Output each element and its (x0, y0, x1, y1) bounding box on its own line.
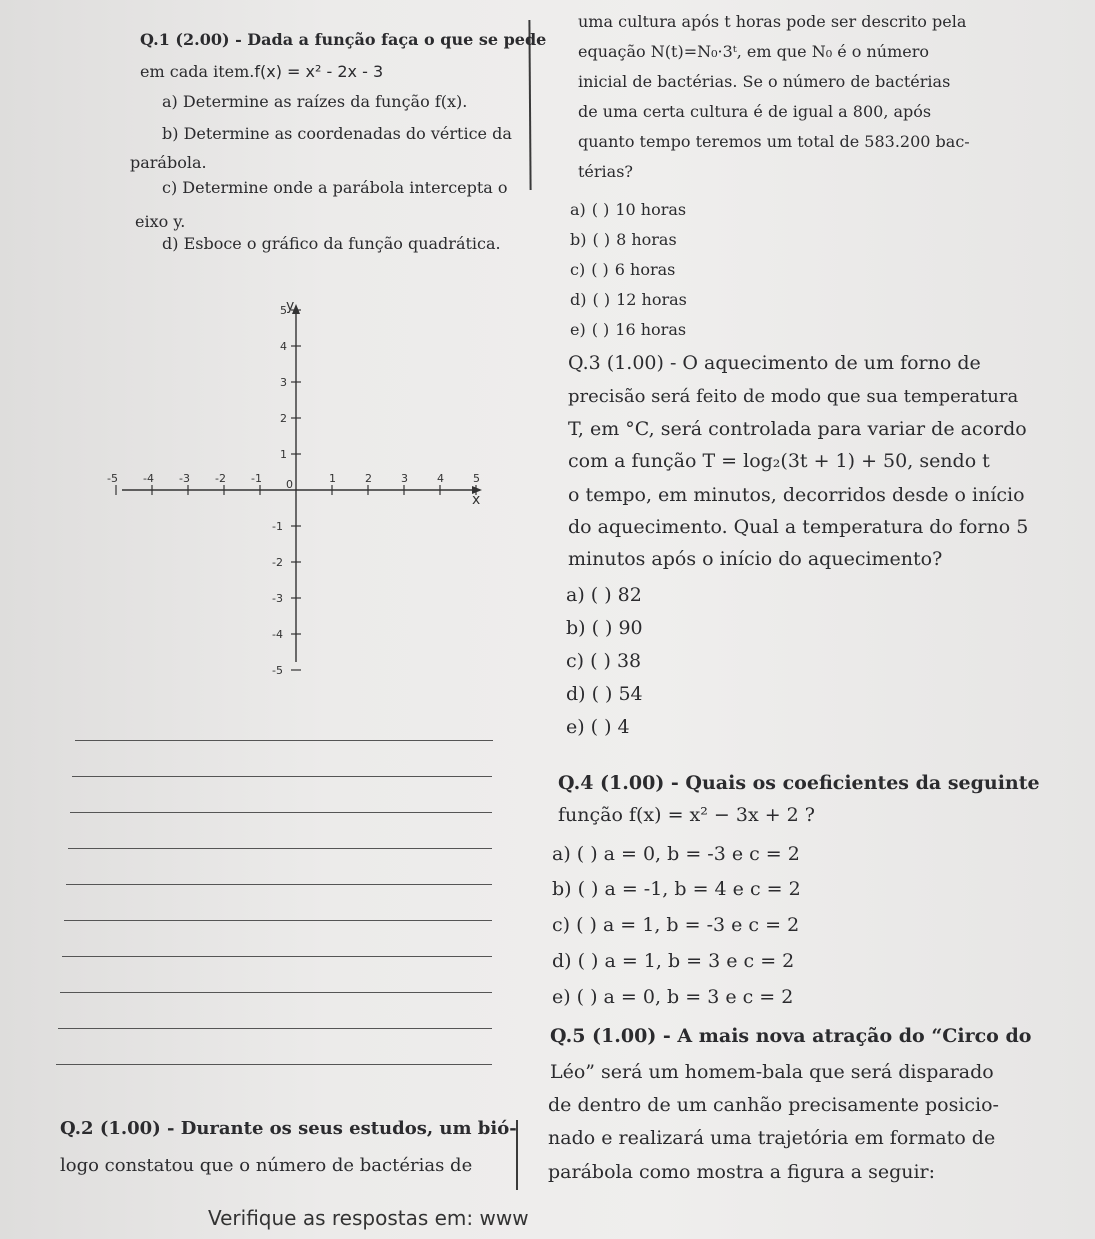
x-tick-label: 4 (437, 472, 444, 485)
y-tick-label: 1 (280, 448, 287, 461)
q2-cont-3: inicial de bactérias. Se o número de bactérias (578, 72, 951, 91)
y-tick-label: -5 (272, 664, 283, 677)
y-tick-label: -3 (272, 592, 283, 605)
q3-option-a[interactable]: a) ( ) 82 (566, 584, 642, 606)
q5-line5: parábola como mostra a figura a seguir: (548, 1161, 936, 1183)
q5-line1: Q.5 (1.00) - A mais nova atração do “Circo do (550, 1025, 1032, 1047)
x-tick-label: -3 (179, 472, 190, 485)
q1-item-d: d) Esboce o gráfico da função quadrática. (162, 234, 501, 253)
answer-line (60, 992, 492, 993)
cartesian-grid (107, 290, 510, 677)
q1-item-b-line1: b) Determine as coordenadas do vértice da (162, 124, 512, 143)
y-tick-label: 2 (280, 412, 287, 425)
q2-option-d-checkbox[interactable]: ( ) (592, 290, 611, 309)
q2-option-b-checkbox[interactable]: ( ) (592, 230, 611, 249)
q1-item-b-line2: parábola. (130, 153, 207, 172)
q4-option-b[interactable]: b) ( ) a = -1, b = 4 e c = 2 (552, 878, 801, 900)
q2-option-c-checkbox[interactable]: ( ) (591, 260, 609, 279)
q2-option-a[interactable]: a) ( ) 10 horas (570, 200, 687, 219)
y-tick-label: -1 (272, 520, 283, 533)
q2-option-e-checkbox[interactable]: ( ) (591, 320, 610, 339)
x-tick-label: -1 (251, 472, 262, 485)
answer-line (64, 920, 492, 921)
x-tick-label: -5 (107, 472, 118, 485)
q2-option-e[interactable]: e) ( ) 16 horas (570, 320, 687, 339)
answer-line (70, 812, 492, 813)
q3-line4: com a função T = log₂(3t + 1) + 50, sendo t (568, 450, 990, 472)
answer-line (75, 740, 493, 741)
answer-line (56, 1064, 492, 1065)
q4-option-b-checkbox[interactable]: ( ) (577, 878, 599, 900)
q4-option-c[interactable]: c) ( ) a = 1, b = -3 e c = 2 (552, 914, 800, 936)
q5-line3: de dentro de um canhão precisamente posicio- (548, 1094, 999, 1116)
footer-note: Verifique as respostas em: www (208, 1206, 529, 1230)
y-axis-label: y (286, 298, 295, 314)
q3-option-a-checkbox[interactable]: ( ) (590, 584, 612, 606)
x-axis-label: x (472, 492, 481, 508)
q4-option-d[interactable]: d) ( ) a = 1, b = 3 e c = 2 (552, 950, 795, 972)
x-tick-label: 3 (401, 472, 408, 485)
q2-option-a-checkbox[interactable]: ( ) (591, 200, 610, 219)
q3-option-e[interactable]: e) ( ) 4 (566, 716, 630, 738)
q4-line2: função f(x) = x² − 3x + 2 ? (558, 804, 815, 826)
q3-option-e-checkbox[interactable]: ( ) (590, 716, 612, 738)
q3-option-d-checkbox[interactable]: ( ) (591, 683, 613, 705)
x-tick-label: 5 (473, 472, 480, 485)
y-tick-label: 5 (280, 304, 287, 317)
q3-line6: do aquecimento. Qual a temperatura do forno 5 (568, 516, 1029, 538)
q1-function: f(x) = x² - 2x - 3 (254, 62, 384, 81)
y-tick-label: -2 (272, 556, 283, 569)
q5-line2: Léo” será um homem-bala que será disparado (550, 1061, 994, 1083)
q3-option-c-checkbox[interactable]: ( ) (590, 650, 611, 672)
x-tick-label: 1 (329, 472, 336, 485)
y-tick-label: -4 (272, 628, 283, 641)
q3-line3: T, em °C, será controlada para variar de acordo (568, 418, 1027, 440)
q2-option-b[interactable]: b) ( ) 8 horas (570, 230, 677, 249)
q5-line4: nado e realizará uma trajetória em formato de (548, 1127, 996, 1149)
q2-cont-2: equação N(t)=N₀·3ᵗ, em que N₀ é o número (578, 42, 930, 61)
q1-intro (140, 62, 383, 81)
q2-line2: logo constatou que o número de bactérias de (60, 1155, 473, 1176)
x-tick-label: 2 (365, 472, 372, 485)
q3-option-c[interactable]: c) ( ) 38 (566, 650, 642, 672)
q3-option-b[interactable]: b) ( ) 90 (566, 617, 643, 639)
q3-line2: precisão será feito de modo que sua temperatura (568, 386, 1019, 407)
answer-line (62, 956, 492, 957)
q4-option-e-checkbox[interactable]: ( ) (576, 986, 598, 1008)
q2-cont-1: uma cultura após t horas pode ser descrito pela (578, 12, 967, 31)
answer-line (68, 848, 492, 849)
q2-cont-5: quanto tempo teremos um total de 583.200 bac- (578, 132, 970, 151)
q4-option-d-checkbox[interactable]: ( ) (577, 950, 599, 972)
q2-line1: Q.2 (1.00) - Durante os seus estudos, um bió- (60, 1118, 517, 1139)
q2-cont-4: de uma certa cultura é de igual a 800, após (578, 102, 932, 121)
q1-item-c-line1: c) Determine onde a parábola intercepta o (162, 178, 508, 197)
q1-intro-text: em cada item. (140, 62, 255, 81)
q3-line5: o tempo, em minutos, decorridos desde o início (568, 484, 1025, 506)
q2-option-c[interactable]: c) ( ) 6 horas (570, 260, 676, 279)
q3-option-d[interactable]: d) ( ) 54 (566, 683, 643, 705)
q3-line7: minutos após o início do aquecimento? (568, 548, 943, 570)
y-tick-label: 3 (280, 376, 287, 389)
q3-line1: Q.3 (1.00) - O aquecimento de um forno de (568, 352, 981, 374)
q1-heading: Q.1 (2.00) - Dada a função faça o que se pede (140, 30, 547, 49)
answer-line (66, 884, 492, 885)
q1-item-c-line2: eixo y. (135, 212, 186, 231)
q4-option-a-checkbox[interactable]: ( ) (576, 843, 598, 865)
answer-line (72, 776, 492, 777)
x-tick-label: -2 (215, 472, 226, 485)
q4-option-c-checkbox[interactable]: ( ) (576, 914, 597, 936)
answer-line (58, 1028, 492, 1029)
q3-option-b-checkbox[interactable]: ( ) (591, 617, 613, 639)
q4-option-e[interactable]: e) ( ) a = 0, b = 3 e c = 2 (552, 986, 794, 1008)
x-tick-label: -4 (143, 472, 154, 485)
q4-option-a[interactable]: a) ( ) a = 0, b = -3 e c = 2 (552, 843, 800, 865)
q4-heading: Q.4 (1.00) - Quais os coeficientes da seguinte (558, 772, 1040, 794)
y-tick-label: 4 (280, 340, 287, 353)
origin-label: 0 (286, 478, 293, 491)
q1-item-a: a) Determine as raízes da função f(x). (162, 92, 468, 111)
q2-cont-6: térias? (578, 162, 633, 181)
q2-option-d[interactable]: d) ( ) 12 horas (570, 290, 687, 309)
